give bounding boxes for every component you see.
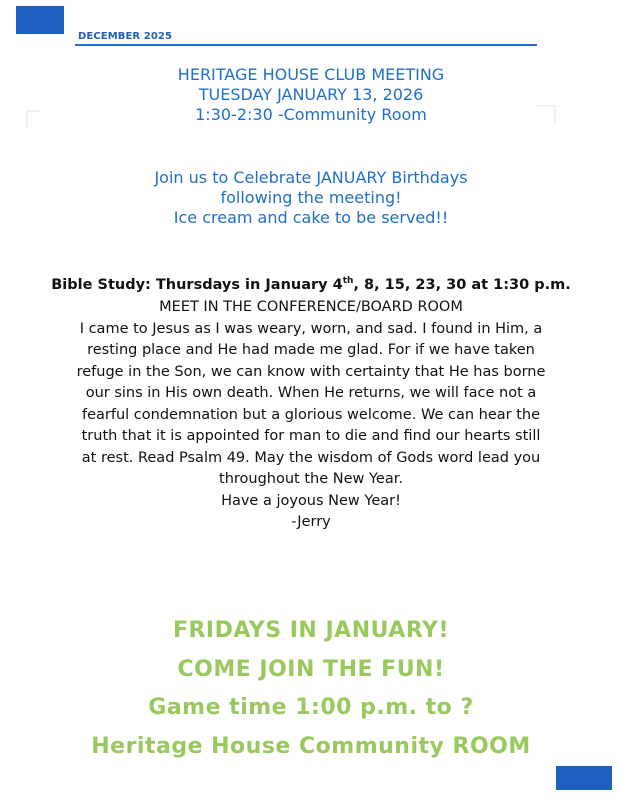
birthday-line-1: Join us to Celebrate JANUARY Birthdays [154,168,468,187]
message-line: at rest. Read Psalm 49. May the wisdom of Gods word lead you [81,449,541,466]
decorative-blue-block-top [16,6,64,34]
message-line: -Jerry [291,514,331,530]
bible-study-title [0,275,622,296]
bible-study-title-prefix: Bible Study: Thursdays in January 4 [51,277,343,293]
ordinal-superscript: th [342,276,354,287]
message-line: I came to Jesus as I was weary, worn, and sad. I found in Him, a [79,320,543,337]
decorative-blue-block-bottom [556,766,612,790]
fridays-time: Game time 1:00 p.m. to ? [148,695,474,720]
bible-study-location: MEET IN THE CONFERENCE/BOARD ROOM [159,299,463,315]
meeting-date: TUESDAY JANUARY 13, 2026 [198,85,424,104]
fridays-invitation: COME JOIN THE FUN! [177,656,445,682]
message-line: throughout the New Year. [219,471,403,487]
message-line: refuge in the Son, we can know with certainty that He has borne [76,363,546,380]
birthday-line-3: Ice cream and cake to be served!! [173,208,449,227]
birthday-celebration-section [0,168,622,228]
friday-games-section [0,612,622,766]
header-rule [75,44,537,46]
message-line: our sins in His own death. When He returns, we will face not a [85,385,537,401]
bible-study-title-suffix: , 8, 15, 23, 30 at 1:30 p.m. [353,277,571,293]
newsletter-date: DECEMBER 2025 [78,31,173,42]
message-line: truth that it is appointed for man to die and find our hearts still [81,428,541,444]
meeting-time-location: 1:30-2:30 -Community Room [195,105,427,124]
message-line: resting place and He had made me glad. For if we have taken [87,342,535,358]
birthday-line-2: following the meeting! [220,188,402,207]
fridays-location: Heritage House Community ROOM [91,733,531,759]
fridays-heading: FRIDAYS IN JANUARY! [172,618,450,643]
message-line: fearful condemnation but a glorious welcome. We can hear the [81,406,540,423]
meeting-title: HERITAGE HOUSE CLUB MEETING [177,65,445,84]
bible-study-message [0,297,622,534]
club-meeting-section [0,65,622,125]
message-line: Have a joyous New Year! [221,492,401,509]
